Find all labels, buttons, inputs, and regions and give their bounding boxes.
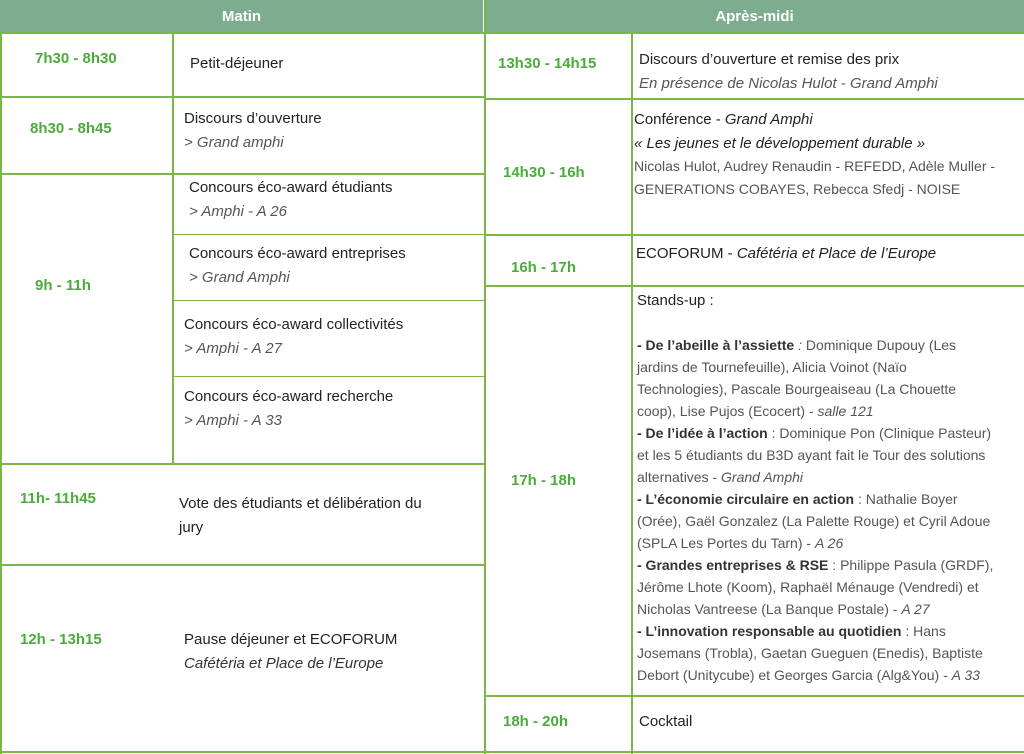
standup-text: A 27 [901,601,930,617]
slot-title: Vote des étudiants et délibération du [179,495,422,512]
slot-location: > Amphi - A 27 [184,340,282,357]
standup-text: : Hans [901,623,946,639]
standup-list [637,334,1022,686]
standup-text: Josemans (Trobla), Gaetan Gueguen (Enedis), Baptiste [637,645,983,661]
standup-text: Debort (Unitycube) et Georges Garcia (Alg&You) - [637,667,952,683]
morning-header: Matin [0,0,483,32]
standup-line [637,356,1022,378]
slot-location: Cafétéria et Place de l’Europe [184,655,384,672]
standup-text: jardins de Tournefeuille), Alicia Voinot (Naïo [637,359,907,375]
standup-text: alternatives - [637,469,722,485]
afternoon-header: Après-midi [485,0,1024,32]
standup-text: - Grandes entreprises & RSE [637,557,829,573]
slot-title: Discours d’ouverture [184,110,322,127]
standup-line [637,378,1022,400]
slot-title: Stands-up : [637,292,714,309]
slot-time: 12h - 13h15 [20,631,102,648]
conference-topic: « Les jeunes et le développement durable » [634,135,926,152]
slot-title: ECOFORUM - Cafétéria et Place de l’Europe [636,245,937,262]
slot-title: Concours éco-award recherche [184,388,394,405]
standup-text: Jérôme Lhote (Koom), Raphaël Ménauge (Vendredi) et [637,579,979,595]
slot-location: > Grand amphi [184,134,284,151]
slot-title: jury [179,519,204,536]
standup-line [637,444,1022,466]
standup-text: : Dominique Pon (Clinique Pasteur) [767,425,992,441]
standup-line [637,532,1022,554]
afternoon-column [485,0,1024,754]
speakers: Nicolas Hulot, Audrey Renaudin - REFEDD, Adèle Muller - [634,158,996,174]
standup-text: Technologies), Pascale Bourgeaiseau (La Chouette [637,381,957,397]
standup-text: salle 121 [817,403,874,419]
slot-location: > Grand Amphi [189,269,290,286]
standup-text: - L’innovation responsable au quotidien [637,623,902,639]
standup-text: et les 5 étudiants du B3D ayant fait le Tour des solutions [637,447,986,463]
morning-column [0,0,485,754]
slot-location: En présence de Nicolas Hulot - Grand Amphi [639,75,938,92]
standup-line [637,598,1022,620]
standup-text: (Orée), Gaël Gonzalez (La Palette Rouge) et Cyril Adoue [637,513,991,529]
slot-time: 14h30 - 16h [503,164,585,181]
standup-text: Grand Amphi [721,469,804,485]
standup-text: coop), Lise Pujos (Ecocert) - [637,403,818,419]
standup-line [637,576,1022,598]
slot-title: Conférence - Grand Amphi [634,111,813,128]
slot-title: Concours éco-award étudiants [189,179,393,196]
slot-time: 18h - 20h [503,713,569,730]
slot-title: Concours éco-award collectivités [184,316,404,333]
standup-text: : Philippe Pasula (GRDF), [828,557,994,573]
slot-location: > Amphi - A 33 [184,412,282,429]
standup-line [637,422,1022,444]
standup-line [637,620,1022,642]
standup-text: : [794,337,802,353]
standup-line [637,642,1022,664]
slot-time: 8h30 - 8h45 [30,120,112,137]
standup-text: (SPLA Les Portes du Tarn) - [637,535,815,551]
standup-line [637,466,1022,488]
standup-text: Nicholas Vantreese (La Banque Postale) - [637,601,902,617]
slot-time: 11h- 11h45 [20,490,96,507]
standup-text: - De l’abeille à l’assiette [637,337,795,353]
standup-line [637,334,1022,356]
slot-time: 7h30 - 8h30 [35,50,117,67]
slot-title: Pause déjeuner et ECOFORUM [184,631,398,648]
standup-line [637,664,1022,686]
standup-line [637,400,1022,422]
slot-title: Petit-déjeuner [190,55,284,72]
standup-text: : Nathalie Boyer [854,491,958,507]
slot-time: 9h - 11h [35,277,91,294]
slot-location: > Amphi - A 26 [189,203,287,220]
standup-text: - L’économie circulaire en action [637,491,855,507]
standup-line [637,488,1022,510]
speakers: GENERATIONS COBAYES, Rebecca Sfedj - NOISE [634,181,961,197]
slot-title: Concours éco-award entreprises [189,245,406,262]
slot-time: 17h - 18h [511,472,577,489]
standup-text: A 33 [951,667,980,683]
standup-text: Dominique Dupouy (Les [801,337,957,353]
slot-time: 16h - 17h [511,259,577,276]
slot-title: Cocktail [639,713,693,730]
standup-line [637,510,1022,532]
standup-line [637,554,1022,576]
slot-title: Discours d’ouverture et remise des prix [639,51,900,68]
standup-text: - De l’idée à l’action [637,425,768,441]
slot-time: 13h30 - 14h15 [498,55,597,72]
standup-text: A 26 [814,535,844,551]
